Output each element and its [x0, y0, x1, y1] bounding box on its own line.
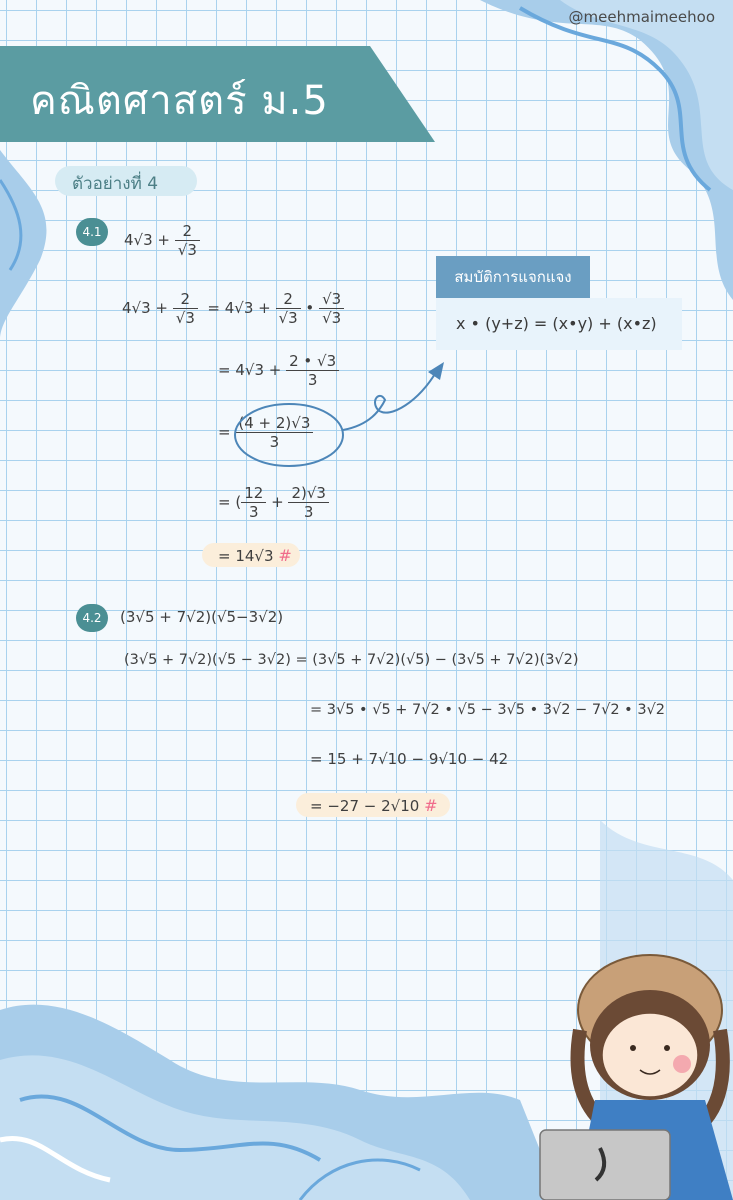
problem-4-2-step-1: (3√5 + 7√2)(√5 − 3√2) = (3√5 + 7√2)(√5) − (3√5 + 7√2)(3√2)	[124, 652, 579, 668]
problem-4-2-question: (3√5 + 7√2)(√5−3√2)	[120, 608, 284, 626]
problem-4-1-answer: = 14√3 #	[218, 546, 292, 565]
problem-4-2-step-2: = 3√5 • √5 + 7√2 • √5 − 3√5 • 3√2 − 7√2 • 3√2	[310, 702, 666, 718]
note-heading: สมบัติการแจกแจง	[436, 256, 590, 298]
problem-badge-4-2: 4.2	[76, 604, 108, 632]
problem-4-1-step-1: 4√3 + $\frac{2}{√3}$ = 4√3 + $\frac{2}{√3}$ • $\frac{√3}{√3}$	[122, 290, 344, 327]
example-label: ตัวอย่างที่ 4	[72, 174, 159, 194]
problem-4-2-step-3: = 15 + 7√10 − 9√10 − 42	[310, 750, 509, 768]
problem-4-1-step-4: = ( $\frac{12}{3}$ + $\frac{2)√3}{3}$	[218, 484, 329, 521]
page-title: คณิตศาสตร์ ม.5	[30, 78, 329, 124]
watermark: @meehmaimeehoo	[568, 8, 715, 26]
problem-4-1-step-2: = 4√3 + $\frac{2 • √3}{3}$	[218, 352, 339, 389]
note-formula: x • (y+z) = (x•y) + (x•z)	[456, 314, 657, 333]
problem-4-2-answer: = −27 − 2√10 #	[310, 796, 438, 815]
problem-4-1-step-3: = $\frac{(4 + 2)√3}{3}$	[218, 414, 313, 451]
problem-badge-4-1: 4.1	[76, 218, 108, 246]
problem-4-1-question: 4√3 + $\frac{2}{√3}$	[124, 222, 200, 259]
